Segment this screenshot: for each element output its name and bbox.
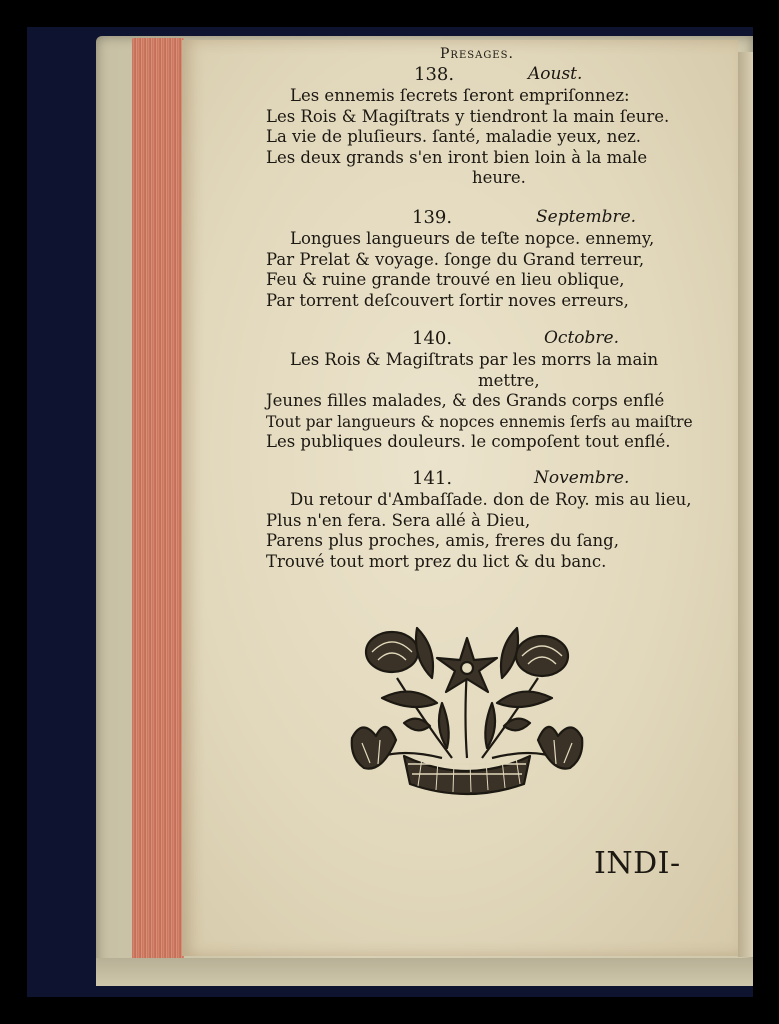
- quatrain-141: [266, 468, 706, 572]
- verse-line: Par Prelat & voyage. ſonge du Grand terreur,: [266, 249, 645, 269]
- book-page: [182, 40, 738, 956]
- verse-line: Les Rois & Magiſtrats par les morrs la main: [290, 350, 659, 369]
- verse-line: Parens plus proches, amis, freres du ſang,: [266, 531, 619, 550]
- quatrain-number: 140.: [412, 328, 453, 349]
- verse-line: heure.: [472, 168, 526, 187]
- quatrain-header: [266, 328, 706, 350]
- quatrain-header: [266, 468, 706, 490]
- quatrain-month: Aoust.: [528, 64, 583, 84]
- verse-line: Les Rois & Magiſtrats y tiendront la main ſeure.: [266, 106, 670, 126]
- verse-line: mettre,: [478, 370, 540, 390]
- catchword: INDI-: [594, 846, 681, 881]
- verse-line: Les ennemis ſecrets ſeront empriſonnez:: [290, 86, 630, 105]
- quatrain-header: [266, 207, 706, 229]
- verse-line: Plus n'en fera. Sera allé à Dieu,: [266, 510, 531, 530]
- quatrain-month: Septembre.: [536, 207, 637, 227]
- page-edges: [132, 38, 184, 960]
- woodcut-flower-basket-icon: [342, 608, 592, 798]
- running-head: Presages.: [440, 46, 514, 62]
- verse-line: Les publiques douleurs. le compoſent tout enflé.: [266, 432, 671, 451]
- quatrain-month: Octobre.: [544, 328, 619, 348]
- quatrain-month: Novembre.: [534, 468, 630, 488]
- quatrain-header: [266, 64, 706, 86]
- quatrain-138: [266, 64, 706, 189]
- facing-page-edge: [738, 52, 753, 957]
- verse-line: Trouvé tout mort prez du lict & du banc.: [266, 551, 607, 571]
- verse-line: Les deux grands s'en iront bien loin à la male: [266, 147, 648, 167]
- verse-line: Par torrent deſcouvert ſortir noves erreurs,: [266, 290, 629, 310]
- verse-line: Jeunes filles malades, & des Grands corps enflé: [266, 391, 665, 410]
- quatrain-140: [266, 328, 706, 453]
- verse-line: La vie de pluſieurs. ſanté, maladie yeux, nez.: [266, 127, 642, 146]
- verse-line: Tout par langueurs & nopces ennemis ſerfs au maiſtre: [266, 412, 693, 431]
- verse-line: Longues langueurs de teſte nopce. ennemy,: [290, 229, 655, 248]
- quatrain-number: 138.: [414, 64, 455, 85]
- quatrain-139: [266, 207, 706, 311]
- quatrain-number: 141.: [412, 468, 453, 489]
- verse-line: Feu & ruine grande trouvé en lieu oblique,: [266, 270, 625, 289]
- verse-line: Du retour d'Ambaſſade. don de Roy. mis au lieu,: [290, 490, 692, 509]
- cover-bottom: [96, 958, 753, 986]
- page-text: [182, 40, 738, 956]
- quatrain-number: 139.: [412, 207, 453, 228]
